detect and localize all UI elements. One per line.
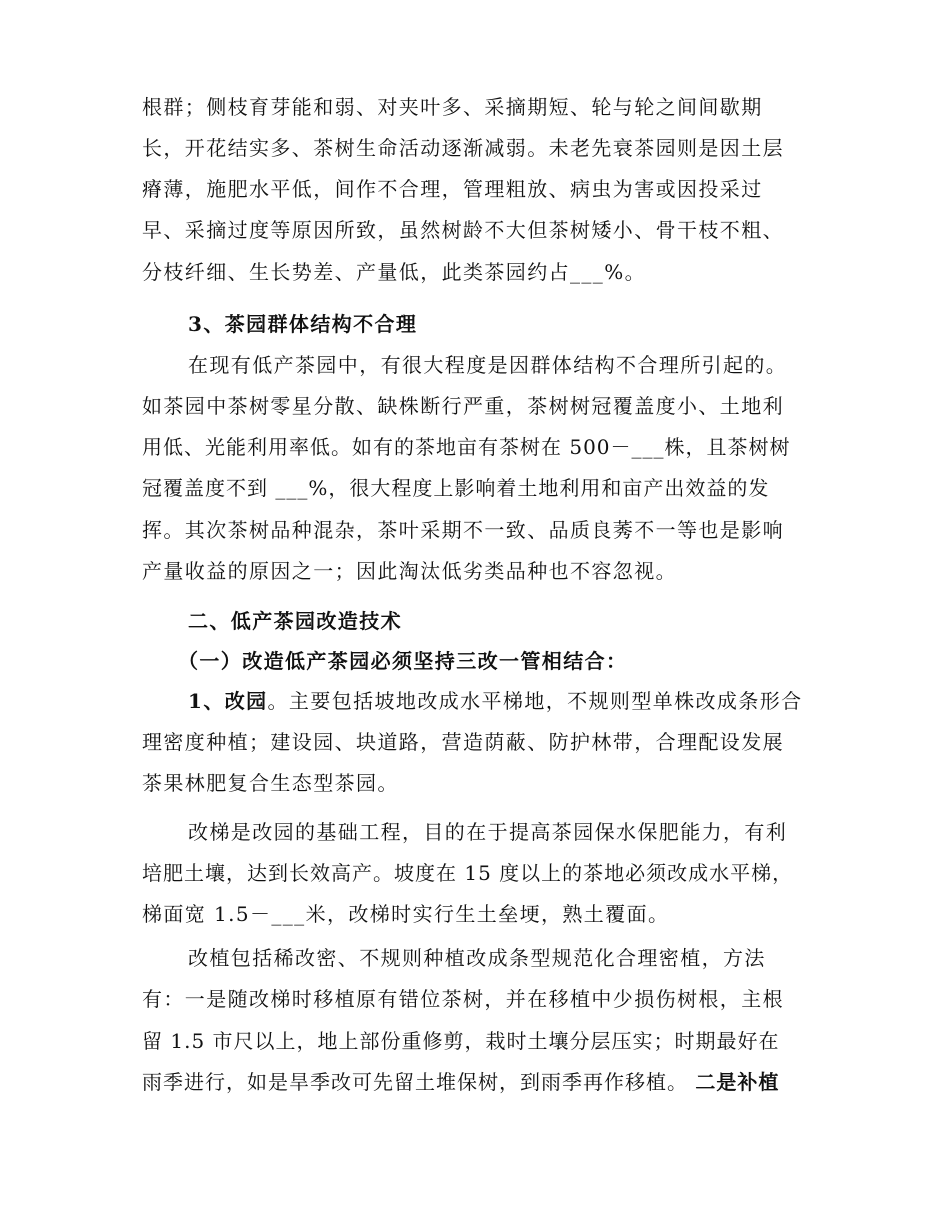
text-line: 培肥土壤，达到长效高产。坡度在 15 度以上的茶地必须改成水平梯，: [142, 861, 794, 885]
text-line: 根群；侧枝育芽能和弱、对夹叶多、采摘期短、轮与轮之间间歇期: [142, 95, 763, 119]
item-text: 雨季进行，如是旱季改可先留土堆保树，到雨季再作移植。: [142, 1070, 696, 1094]
text-line: 梯面宽 1.5－___米，改梯时实行生土垒埂，熟土覆面。: [142, 902, 670, 926]
item-label: 1、改园: [188, 689, 268, 713]
section-heading: 二、低产茶园改造技术: [188, 609, 402, 633]
item-label: 二是补植: [695, 1070, 780, 1094]
text-line: 如茶园中茶树零星分散、缺株断行严重，茶树树冠覆盖度小、土地利: [142, 394, 784, 418]
section-heading: 3、茶园群体结构不合理: [188, 312, 418, 336]
text-line: 茶果林肥复合生态型茶园。: [142, 771, 399, 795]
text-line: 长，开花结实多、茶树生命活动逐渐减弱。未老先衰茶园则是因土层: [142, 136, 784, 160]
text-line: 分枝纤细、生长势差、产量低，此类茶园约占___%。: [142, 260, 647, 284]
text-line: 在现有低产茶园中，有很大程度是因群体结构不合理所引起的。: [188, 353, 788, 377]
text-line: 挥。其次茶树品种混杂，茶叶采期不一致、品质良莠不一等也是影响: [142, 518, 784, 542]
text-line: [188, 688, 803, 714]
text-line: 改梯是改园的基础工程，目的在于提高茶园保水保肥能力，有利: [188, 820, 788, 844]
text-line: 冠覆盖度不到 ___%，很大程度上影响着土地利用和亩产出效益的发: [142, 476, 770, 500]
text-line: 留 1.5 市尺以上，地上部份重修剪，栽时土壤分层压实；时期最好在: [142, 1029, 780, 1053]
text-line: [142, 1069, 779, 1095]
text-line: 用低、光能利用率低。如有的茶地亩有茶树在 500－___株，且茶树树: [142, 435, 791, 459]
text-line: 改植包括稀改密、不规则种植改成条型规范化合理密植，方法: [188, 946, 766, 970]
text-line: 有：一是随改梯时移植原有错位茶树，并在移植中少损伤树根，主根: [142, 987, 784, 1011]
subsection-heading: （一）改造低产茶园必须坚持三改一管相结合：: [178, 649, 628, 673]
text-line: 瘠薄，施肥水平低，间作不合理，管理粗放、病虫为害或因投采过: [142, 177, 763, 201]
text-line: 早、采摘过度等原因所致，虽然树龄不大但茶树矮小、骨干枝不粗、: [142, 218, 784, 242]
text-line: 理密度种植；建设园、块道路，营造荫蔽、防护林带，合理配设发展: [142, 730, 784, 754]
text-line: 产量收益的原因之一；因此淘汰低劣类品种也不容忽视。: [142, 559, 677, 583]
item-text: 。主要包括坡地改成水平梯地，不规则型单株改成条形合: [267, 689, 803, 713]
